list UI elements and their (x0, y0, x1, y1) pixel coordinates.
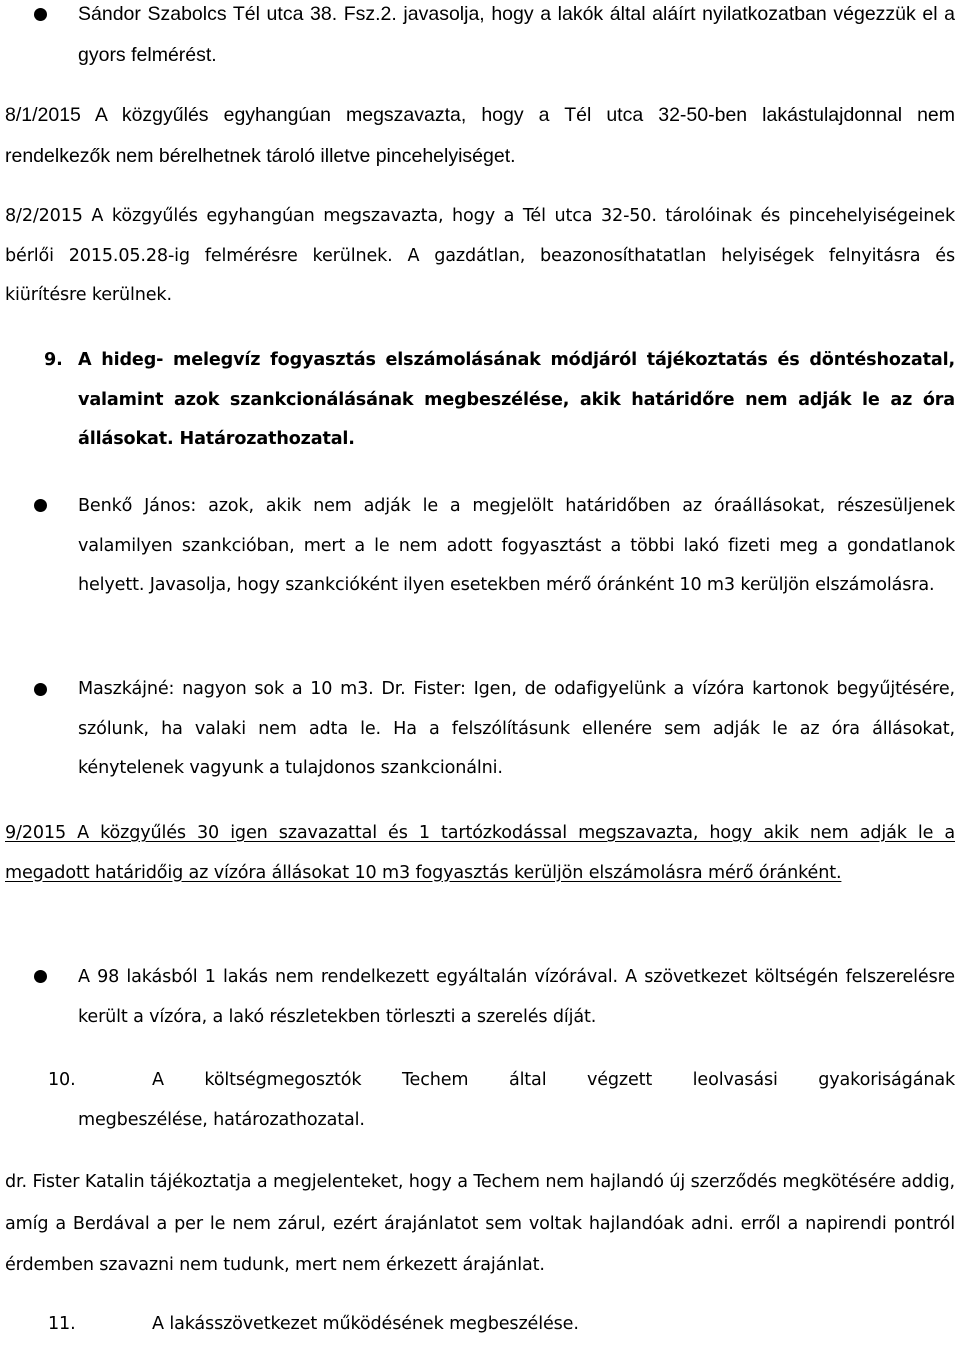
agenda-item-11-title: A lakásszövetkezet működésének megbeszélése. (152, 1314, 579, 1334)
resolution-8-1-2015: 8/1/2015 A közgyűlés egyhangúan megszavazta, hogy a Tél utca 32-50-ben lakástulajdonnal nem rendelkezők nem bérelhetnek tároló illetve pincehelyiséget. (5, 104, 955, 167)
bullet-icon (34, 8, 47, 21)
agenda-item-10-title-cont: megbeszélése, határozathozatal. (78, 1110, 365, 1130)
bullet-icon (34, 970, 47, 983)
agenda-item-10-title: A költségmegosztók Techem által végzett leolvasási gyakoriságának (152, 1070, 955, 1090)
paragraph-szabolcs: Sándor Szabolcs Tél utca 38. Fsz.2. javasolja, hogy a lakók által aláírt nyilatkozatban végezzük el a gyors felmérést. (78, 3, 955, 66)
agenda-number-10: 10. (48, 1070, 76, 1090)
paragraph-maszkajne: Maszkájné: nagyon sok a 10 m3. Dr. Fister: Igen, de odafigyelünk a vízóra kartonok begyűjtésére, szólunk, ha valaki nem adta le. Ha a felszólításunk ellenére sem adják le az óra állásokat, kénytelenek vagyunk a tulajdonos szankcionálni. (78, 679, 955, 778)
agenda-number-9: 9. (44, 350, 63, 370)
agenda-number-11: 11. (48, 1314, 76, 1334)
bullet-icon (34, 499, 47, 512)
paragraph-vizora: A 98 lakásból 1 lakás nem rendelkezett egyáltalán vízórával. A szövetkezet költségén felszerelésre került a vízóra, a lakó részletekben törleszti a szerelés díját. (78, 967, 955, 1027)
paragraph-benko: Benkő János: azok, akik nem adják le a megjelölt határidőben az óraállásokat, részesüljenek valamilyen szankcióban, mert a le nem adott fogyasztást a többi lakó fizeti meg a gondatlanok helyett. Javasolja, hogy szankcióként ilyen esetekben mérő óránként 10 m3 kerüljön elszámolásra. (78, 496, 955, 595)
bullet-icon (34, 683, 47, 696)
agenda-item-9-title: A hideg- melegvíz fogyasztás elszámolásának módjáról tájékoztatás és döntéshozatal, valamint azok szankcionálásának megbeszélése, akik határidőre nem adják le az óra állásokat. Határozathozatal. (78, 350, 955, 449)
resolution-8-2-2015: 8/2/2015 A közgyűlés egyhangúan megszavazta, hogy a Tél utca 32-50. tárolóinak és pincehelyiségeinek bérlői 2015.05.28-ig felmérésre kerülnek. A gazdátlan, beazonosíthatatlan helyiségek felnyitásra és kiürítésre kerülnek. (5, 206, 955, 305)
resolution-9-2015: 9/2015 A közgyűlés 30 igen szavazattal és 1 tartózkodással megszavazta, hogy akik nem adják le a megadott határidőig az vízóra állásokat 10 m3 fogyasztás kerüljön elszámolásra mérő óránként. (5, 823, 955, 883)
paragraph-fister: dr. Fister Katalin tájékoztatja a megjelenteket, hogy a Techem nem hajlandó új szerződés megkötésére addig, amíg a Berdával a per le nem zárul, ezért árajánlatot sem voltak hajlandóak adni. erről a napirendi pontról érdemben szavazni nem tudunk, mert nem érkezett árajánlat. (5, 1172, 955, 1275)
